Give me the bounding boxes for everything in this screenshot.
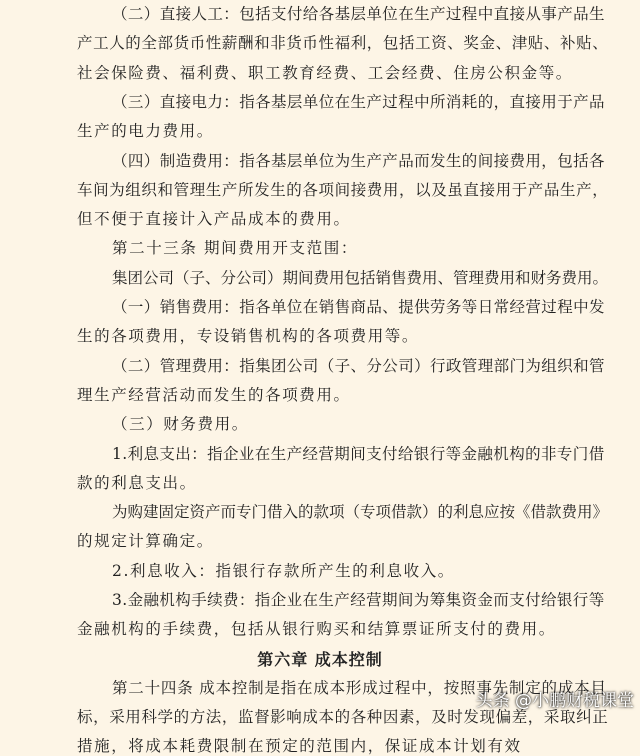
- text-line: 生的各项费用，专设销售机构的各项费用等。: [77, 327, 420, 345]
- text-line: 集团公司（子、分公司）期间费用包括销售费用、管理费用和财务费用。: [112, 269, 609, 287]
- watermark: 头条 @小鹏财税课堂: [475, 691, 634, 711]
- text-line: 产工人的全部货币性薪酬和非货币性福利，包括工资、奖金、津贴、补贴、: [77, 34, 609, 52]
- text-line: 车间为组织和管理生产所发生的各项间接费用，以及虽直接用于产品生产，: [77, 181, 609, 199]
- text-line: 但不便于直接计入产品成本的费用。: [77, 210, 351, 228]
- text-line: （一）销售费用：指各单位在销售商品、提供劳务等日常经营过程中发: [112, 298, 605, 316]
- text-line: 2.利息收入：指银行存款所产生的利息收入。: [112, 562, 455, 580]
- text-line: （三）财务费用。: [112, 415, 249, 433]
- section-title: 第二十三条 期间费用开支范围：: [112, 239, 358, 257]
- text-line: 标，采用科学的方法，监督影响成本的各种因素，及时发现偏差，采取纠正: [77, 708, 609, 726]
- text-line: 3.金融机构手续费：指企业在生产经营期间为筹集资金而支付给银行等: [112, 591, 605, 609]
- text-line: （三）直接电力：指各基层单位在生产过程中所消耗的，直接用于产品: [112, 93, 605, 111]
- text-line: 为购建固定资产而专门借入的款项（专项借款）的利息应按《借款费用》: [112, 503, 609, 521]
- text-line: 金融机构的手续费，包括从银行购买和结算票证所支付的费用。: [77, 620, 556, 638]
- text-line: （二）直接人工：包括支付给各基层单位在生产过程中直接从事产品生: [112, 5, 605, 23]
- section-title: 第二十四条 成本控制是指在成本形成过程中，按照事先制定的成本目: [112, 679, 607, 697]
- text-line: 理生产经营活动而发生的各项费用。: [77, 386, 351, 404]
- chapter-heading: 第六章 成本控制: [257, 650, 383, 669]
- text-line: 的规定计算确定。: [77, 532, 214, 550]
- text-line: 款的利息支出。: [77, 474, 197, 492]
- text-line: 生产的电力费用。: [77, 122, 214, 140]
- text-line: 措施，将成本耗费限制在预定的范围内，保证成本计划有效: [77, 737, 522, 755]
- text-line: （四）制造费用：指各基层单位为生产产品而发生的间接费用，包括各: [112, 152, 605, 170]
- text-line: 社会保险费、福利费、职工教育经费、工会经费、住房公积金等。: [77, 64, 573, 82]
- text-line: （二）管理费用：指集团公司（子、分公司）行政管理部门为组织和管: [112, 357, 605, 375]
- text-line: 1.利息支出：指企业在生产经营期间支付给银行等金融机构的非专门借: [112, 445, 605, 463]
